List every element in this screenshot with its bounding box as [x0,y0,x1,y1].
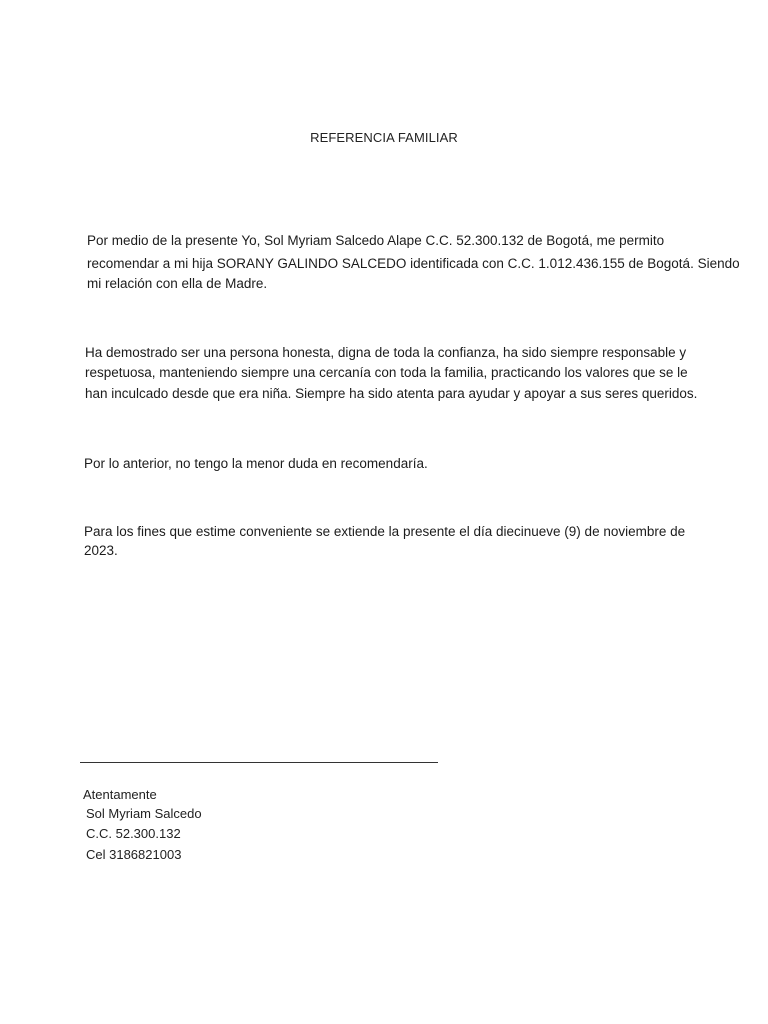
paragraph-line: Por lo anterior, no tengo la menor duda en recomendaría. [84,456,428,471]
signature-line [80,762,438,763]
document-title: REFERENCIA FAMILIAR [310,130,458,145]
paragraph-line: Por medio de la presente Yo, Sol Myriam Salcedo Alape C.C. 52.300.132 de Bogotá, me permito [87,233,665,248]
paragraph-line: respetuosa, manteniendo siempre una cercanía con toda la familia, practicando los valores que se le [85,365,688,380]
signature-closing: Atentamente [83,787,157,802]
paragraph-line: 2023. [84,543,118,558]
paragraph-line: Para los fines que estime conveniente se extiende la presente el día diecinueve (9) de noviembre de [84,524,686,539]
paragraph-line: mi relación con ella de Madre. [87,276,268,291]
signature-phone: Cel 3186821003 [86,847,182,862]
paragraph-line: han inculcado desde que era niña. Siempre ha sido atenta para ayudar y apoyar a sus seres queridos. [85,386,698,401]
paragraph-line: Ha demostrado ser una persona honesta, digna de toda la confianza, ha sido siempre responsable y [85,345,687,360]
signature-name: Sol Myriam Salcedo [86,806,202,821]
signature-id: C.C. 52.300.132 [86,826,181,841]
paragraph-line: recomendar a mi hija SORANY GALINDO SALCEDO identificada con C.C. 1.012.436.155 de Bogotá. Siendo [87,256,740,271]
